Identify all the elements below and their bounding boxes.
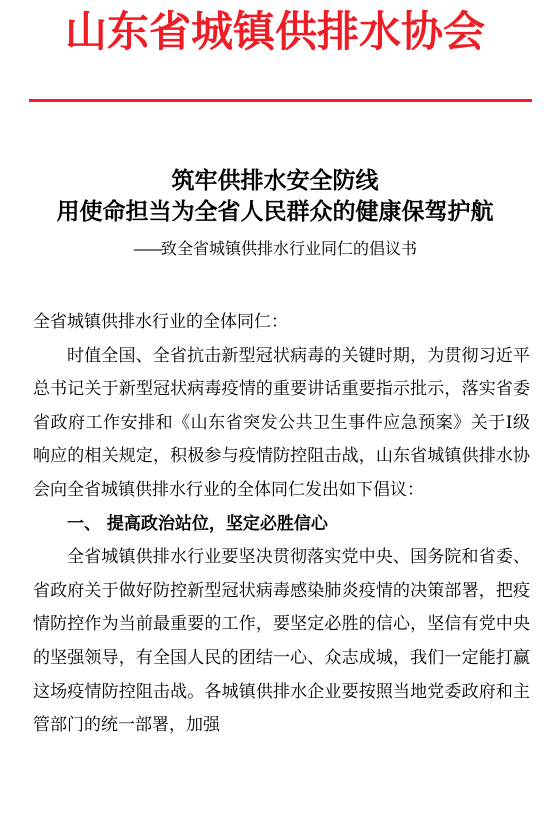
subtitle-text: 致全省城镇供排水行业同仁的倡议书 — [160, 239, 417, 258]
document-body — [33, 306, 530, 743]
document-title-line2: 用使命担当为全省人民群众的健康保驾护航 — [56, 199, 494, 225]
section-heading-1: 一、 提高政治站位，坚定必胜信心 — [67, 513, 328, 534]
org-name-header: 山东省城镇供排水协会 — [64, 7, 485, 56]
red-header-rule — [29, 99, 532, 102]
paragraph-intro: 时值全国、全省抗击新型冠状病毒的关键时期，为贯彻习近平总书记关于新型冠状病毒疫情的重要讲话重要指示批示，落实省委省政府工作安排和《山东省突发公共卫生事件应急预案》关于I级响应的相关规定，积极参与疫情防控阻击战，山东省城镇供排水协会向全省城镇供排水行业的全体同仁发出如下倡议： — [33, 345, 530, 500]
document-title-line1: 筑牢供排水安全防线 — [171, 168, 379, 194]
subtitle-dash: —— — [132, 239, 161, 258]
document-subtitle — [0, 237, 550, 261]
paragraph-section-1: 全省城镇供排水行业要坚决贯彻落实党中央、国务院和省委、省政府关于做好防控新型冠状病毒感染肺炎疫情的决策部署，把疫情防控作为当前最重要的工作，要坚定必胜的信心，坚信有党中央的坚强领导，有全国人民的团结一心、众志成城，我们一定能打赢这场疫情防控阻击战。各城镇供排水企业要按照当地党委政府和主管部门的统一部署，加强 — [33, 547, 530, 736]
salutation: 全省城镇供排水行业的全体同仁： — [33, 312, 288, 332]
